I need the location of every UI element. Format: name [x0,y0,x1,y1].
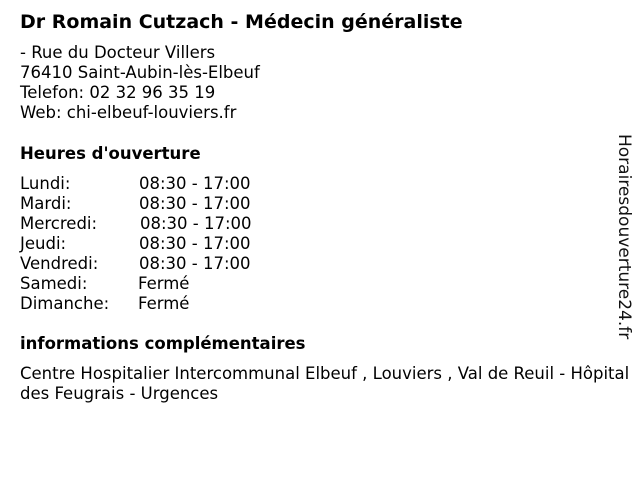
hours-day: Jeudi: [20,234,67,253]
additional-info-heading: informations complémentaires [20,334,306,353]
site-watermark: Horairesdouverture24.fr [614,134,634,340]
opening-hours-table [20,174,280,314]
hours-day: Samedi: [20,274,88,293]
hours-day: Vendredi: [20,254,99,273]
hours-time: 08:30 - 17:00 [139,174,251,193]
hours-row-thursday [20,234,280,254]
address-block [20,43,260,123]
hours-day: Mercredi: [20,214,98,233]
hours-row-friday [20,254,280,274]
hours-time: 08:30 - 17:00 [139,194,251,213]
website: Web: chi-elbeuf-louviers.fr [20,103,237,122]
additional-info-text: Centre Hospitalier Intercommunal Elbeuf , Louviers , Val de Reuil - Hôpital des Feugrais - Urgences [20,364,630,403]
hours-row-monday [20,174,280,194]
hours-row-sunday [20,294,280,314]
hours-time: 08:30 - 17:00 [139,234,251,253]
hours-time: 08:30 - 17:00 [139,254,251,273]
hours-time: 08:30 - 17:00 [140,214,252,233]
hours-row-tuesday [20,194,280,214]
hours-time: Fermé [138,294,190,313]
hours-day: Mardi: [20,194,72,213]
phone-number: Telefon: 02 32 96 35 19 [20,83,216,102]
hours-row-wednesday [20,214,280,234]
city-address: 76410 Saint-Aubin-lès-Elbeuf [20,63,260,82]
hours-day: Lundi: [20,174,71,193]
hours-day: Dimanche: [20,294,110,313]
page-title: Dr Romain Cutzach - Médecin généraliste [20,11,463,33]
hours-row-saturday [20,274,280,294]
hours-time: Fermé [138,274,190,293]
street-address: - Rue du Docteur Villers [20,43,216,62]
opening-hours-heading: Heures d'ouverture [20,144,201,163]
